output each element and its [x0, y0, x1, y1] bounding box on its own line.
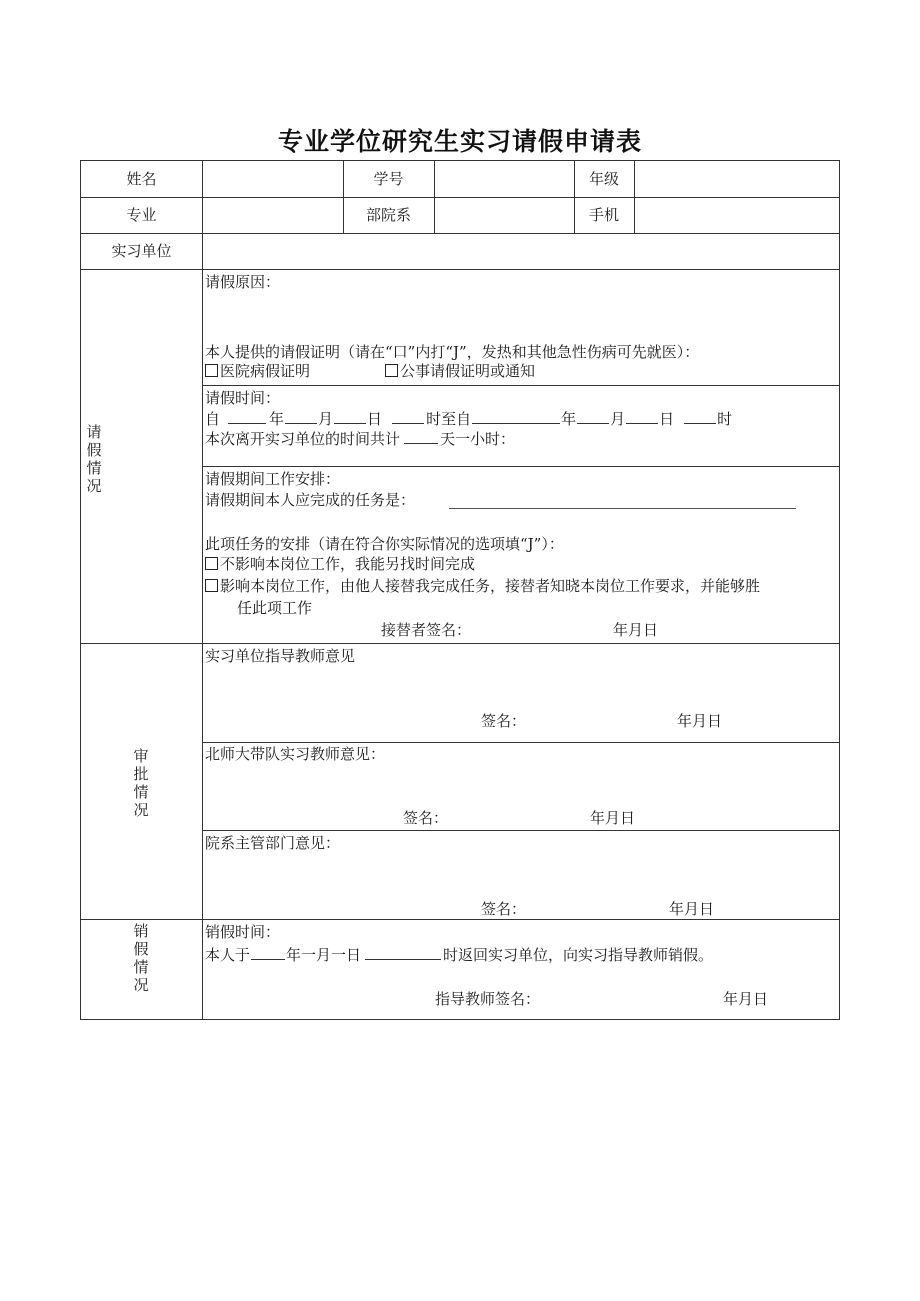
row-divider	[81, 197, 839, 198]
start-month-blank[interactable]	[285, 409, 317, 424]
return-year-blank[interactable]	[251, 945, 285, 960]
checkbox-icon[interactable]	[205, 364, 218, 377]
student-id-field[interactable]	[439, 163, 569, 195]
row-divider	[202, 742, 839, 743]
major-field[interactable]	[207, 199, 339, 231]
name-label: 姓名	[126, 170, 157, 188]
grade-field[interactable]	[639, 163, 834, 195]
start-day-blank[interactable]	[334, 409, 366, 424]
checkbox-icon[interactable]	[205, 579, 218, 592]
proof-option-hospital[interactable]: 医院病假证明	[205, 362, 310, 381]
duration-days-blank[interactable]	[404, 429, 438, 444]
column-divider	[202, 161, 203, 1019]
return-time-label: 销假时间：	[205, 923, 281, 941]
department-date: 年月日	[669, 900, 715, 918]
bnu-teacher-date: 年月日	[590, 809, 636, 827]
end-month-blank[interactable]	[577, 409, 609, 424]
tasks-label: 请假期间本人应完成的任务是：	[205, 491, 416, 509]
end-year-blank[interactable]	[472, 409, 560, 424]
major-label: 专业	[126, 206, 157, 224]
task-arrangement-label: 此项任务的安排（请在符合你实际情况的选项填“J”）：	[205, 535, 564, 553]
leave-reason-label: 请假原因：	[205, 273, 281, 291]
end-hour-blank[interactable]	[684, 409, 716, 424]
department-field[interactable]	[439, 199, 569, 231]
return-date: 年月日	[723, 990, 769, 1008]
department-label: 部院系	[365, 206, 411, 224]
department-opinion-label: 院系主管部门意见：	[205, 834, 341, 852]
column-divider	[634, 161, 635, 233]
row-divider	[202, 385, 839, 386]
mentor-signature-label[interactable]: 签名：	[481, 712, 527, 730]
leave-proof-label: 本人提供的请假证明（请在“口”内打“J”，发热和其他急性伤病可先就医）：	[205, 343, 700, 361]
leave-application-form	[80, 160, 840, 1020]
student-id-label: 学号	[373, 170, 404, 188]
work-arrangement-label: 请假期间工作安排：	[205, 470, 341, 488]
name-field[interactable]	[207, 163, 339, 195]
start-hour-blank[interactable]	[392, 409, 424, 424]
proof-option-official[interactable]: 公事请假证明或通知	[385, 362, 535, 381]
checkbox-icon[interactable]	[205, 557, 218, 570]
department-signature-label[interactable]: 签名：	[481, 900, 527, 918]
return-statement: 本人于 年一月一日 时返回实习单位，向实习指导教师销假。	[205, 946, 714, 964]
substitute-date: 年月日	[613, 621, 659, 639]
end-day-blank[interactable]	[626, 409, 658, 424]
return-signature-label[interactable]: 指导教师签名：	[435, 990, 541, 1008]
return-hour-blank[interactable]	[365, 945, 441, 960]
return-section-label: 销假情况	[133, 922, 149, 994]
row-divider	[81, 919, 839, 920]
mentor-date: 年月日	[677, 712, 723, 730]
bnu-teacher-opinion-label: 北师大带队实习教师意见：	[205, 745, 386, 763]
approval-section-label: 审批情况	[133, 747, 149, 819]
checkbox-icon[interactable]	[385, 364, 398, 377]
internship-unit-label: 实习单位	[111, 242, 172, 260]
bnu-teacher-signature-label[interactable]: 签名：	[403, 809, 449, 827]
row-divider	[202, 830, 839, 831]
row-divider	[81, 269, 839, 270]
phone-label: 手机	[588, 206, 619, 224]
internship-unit-field[interactable]	[207, 235, 835, 267]
form-title: 专业学位研究生实习请假申请表	[277, 127, 642, 156]
grade-label: 年级	[588, 170, 619, 188]
leave-time-row: 自 年 月 日 时至自 年 月 日 时	[205, 410, 733, 428]
row-divider	[81, 643, 839, 644]
column-divider	[434, 161, 435, 233]
leave-time-label: 请假时间：	[205, 389, 281, 407]
leave-section-label: 请假情况	[86, 423, 102, 495]
leave-duration-row: 本次离开实习单位的时间共计 天一小时：	[205, 430, 516, 448]
row-divider	[81, 233, 839, 234]
arrangement-option-substitute[interactable]: 影响本岗位工作，由他人接替我完成任务，接替者知晓本岗位工作要求，并能够胜	[205, 577, 760, 596]
arrangement-option-substitute-cont: 任此项工作	[237, 599, 313, 617]
phone-field[interactable]	[639, 199, 834, 231]
substitute-signature-label[interactable]: 接替者签名：	[381, 621, 472, 639]
row-divider	[202, 466, 839, 467]
tasks-blank[interactable]	[449, 508, 796, 509]
start-year-blank[interactable]	[228, 409, 266, 424]
mentor-opinion-label: 实习单位指导教师意见	[205, 647, 356, 665]
arrangement-option-no-impact[interactable]: 不影响本岗位工作，我能另找时间完成	[205, 555, 475, 574]
